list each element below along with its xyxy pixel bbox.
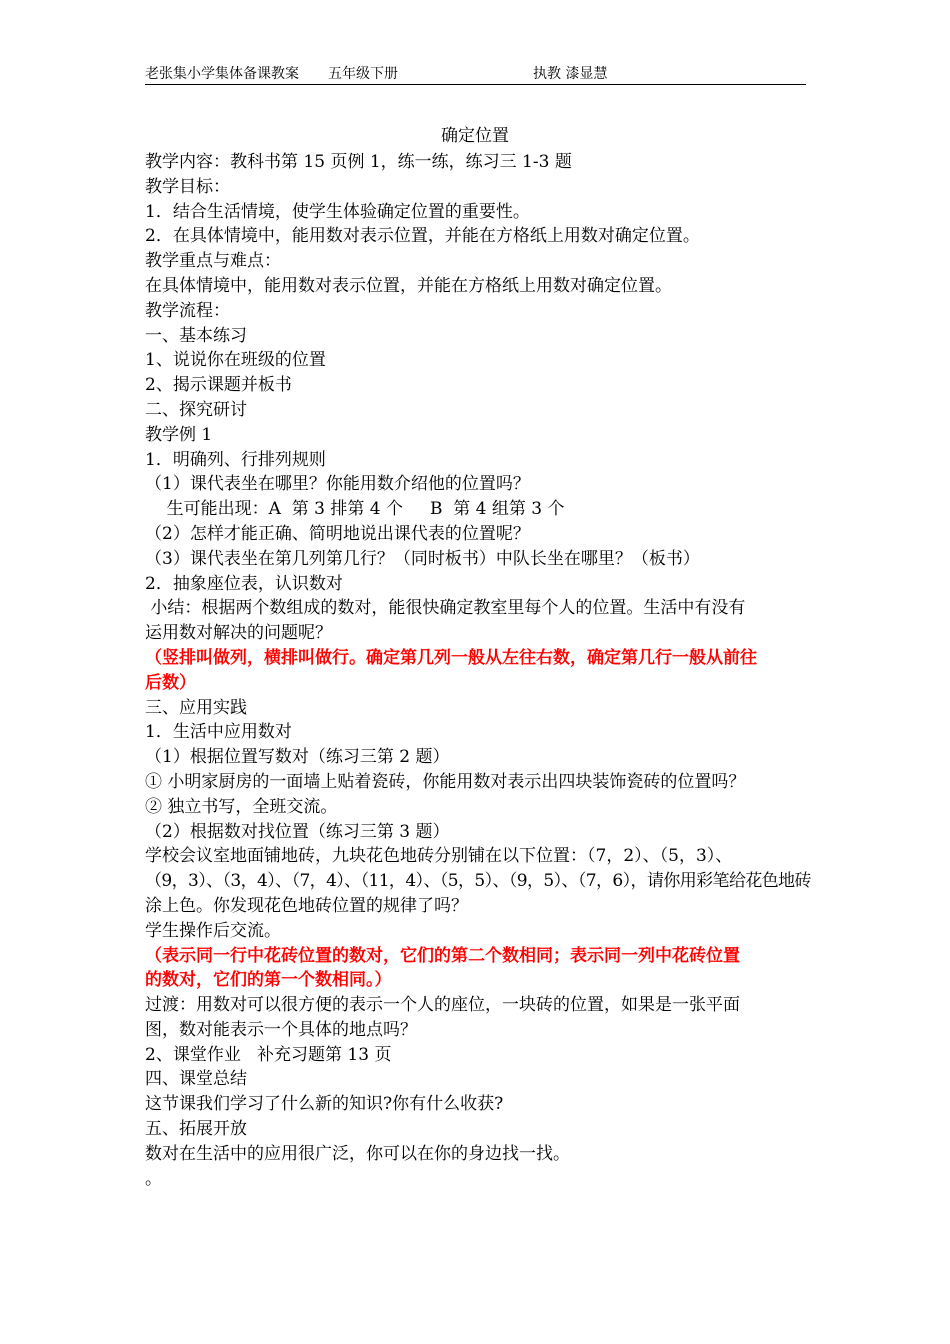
section-heading: 教学流程： bbox=[145, 300, 230, 321]
content-line: 1．明确列、行排列规则 bbox=[145, 449, 326, 470]
page-header bbox=[145, 64, 806, 85]
section-heading: 一、基本练习 bbox=[145, 325, 247, 346]
section-heading: 五、拓展开放 bbox=[145, 1119, 247, 1140]
content-line: 2．抽象座位表，认识数对 bbox=[145, 573, 343, 594]
content-line: 运用数对解决的问题呢？ bbox=[145, 623, 332, 644]
content-line: （3）课代表坐在第几列第几行？（同时板书）中队长坐在哪里？（板书） bbox=[145, 548, 700, 569]
header-teacher: 执教 漆显慧 bbox=[533, 66, 608, 82]
content-line: ① 小明家厨房的一面墙上贴着瓷砖，你能用数对表示出四块装饰瓷砖的位置吗？ bbox=[145, 771, 746, 792]
lesson-body bbox=[145, 150, 809, 1191]
content-line: 2、揭示课题并板书 bbox=[145, 375, 292, 396]
section-heading: 三、应用实践 bbox=[145, 697, 247, 718]
section-heading: 二、探究研讨 bbox=[145, 399, 247, 420]
content-line: 这节课我们学习了什么新的知识?你有什么收获? bbox=[145, 1094, 504, 1115]
content-line: （1）课代表坐在哪里？你能用数介绍他的位置吗？ bbox=[145, 474, 530, 495]
section-heading: 教学重点与难点： bbox=[145, 251, 281, 272]
content-line: 1、说说你在班级的位置 bbox=[145, 350, 326, 371]
highlight-note: （表示同一行中花砖位置的数对，它们的第二个数相同；表示同一列中花砖位置 bbox=[145, 945, 740, 966]
content-line: 。 bbox=[145, 1168, 162, 1189]
content-line: 学校会议室地面铺地砖，九块花色地砖分别铺在以下位置：（7，2）、（5，3）、 bbox=[145, 846, 733, 867]
section-heading: 教学目标： bbox=[145, 176, 230, 197]
content-line: 2．在具体情境中，能用数对表示位置，并能在方格纸上用数对确定位置。 bbox=[145, 226, 700, 247]
content-line: （9，3）、（3，4）、（7，4）、（11，4）、（5，5）、（9，5）、（7，6），请你用彩笔给花色地砖 bbox=[145, 871, 811, 892]
content-line: 1．结合生活情境，使学生体验确定位置的重要性。 bbox=[145, 201, 530, 222]
header-school: 老张集小学集体备课教案 bbox=[145, 66, 299, 82]
content-line: 过渡：用数对可以很方便的表示一个人的座位，一块砖的位置，如果是一张平面 bbox=[145, 995, 740, 1016]
section-heading: 四、课堂总结 bbox=[145, 1069, 247, 1090]
content-line: 1．生活中应用数对 bbox=[145, 722, 292, 743]
content-line: 教学内容：教科书第 15 页例 1，练一练，练习三 1-3 题 bbox=[145, 152, 572, 172]
content-line: 教学例 1 bbox=[145, 424, 213, 445]
highlight-note: 后数） bbox=[145, 672, 196, 693]
header-grade: 五年级下册 bbox=[328, 66, 398, 82]
lesson-title: 确定位置 bbox=[441, 126, 509, 146]
content-line: 图，数对能表示一个具体的地点吗？ bbox=[145, 1019, 417, 1040]
content-line: 2、课堂作业 补充习题第 13 页 bbox=[145, 1044, 392, 1065]
content-line: ② 独立书写，全班交流。 bbox=[145, 796, 338, 817]
content-line: 生可能出现：A 第 3 排第 4 个 B 第 4 组第 3 个 bbox=[145, 499, 565, 520]
content-line: 数对在生活中的应用很广泛，你可以在你的身边找一找。 bbox=[145, 1143, 570, 1164]
content-line: 涂上色。你发现花色地砖位置的规律了吗？ bbox=[145, 895, 468, 916]
content-line: （2）根据数对找位置（练习三第 3 题） bbox=[145, 821, 450, 842]
content-line: 在具体情境中，能用数对表示位置，并能在方格纸上用数对确定位置。 bbox=[145, 275, 672, 296]
content-line: 学生操作后交流。 bbox=[145, 920, 281, 941]
highlight-note: （竖排叫做列，横排叫做行。确定第几列一般从左往右数，确定第几行一般从前往 bbox=[145, 647, 757, 668]
highlight-note: 的数对，它们的第一个数相同。） bbox=[145, 970, 392, 991]
content-line: （2）怎样才能正确、简明地说出课代表的位置呢？ bbox=[145, 523, 530, 544]
content-line: 小结：根据两个数组成的数对，能很快确定教室里每个人的位置。生活中有没有 bbox=[145, 598, 746, 619]
content-line: （1）根据位置写数对（练习三第 2 题） bbox=[145, 747, 450, 768]
